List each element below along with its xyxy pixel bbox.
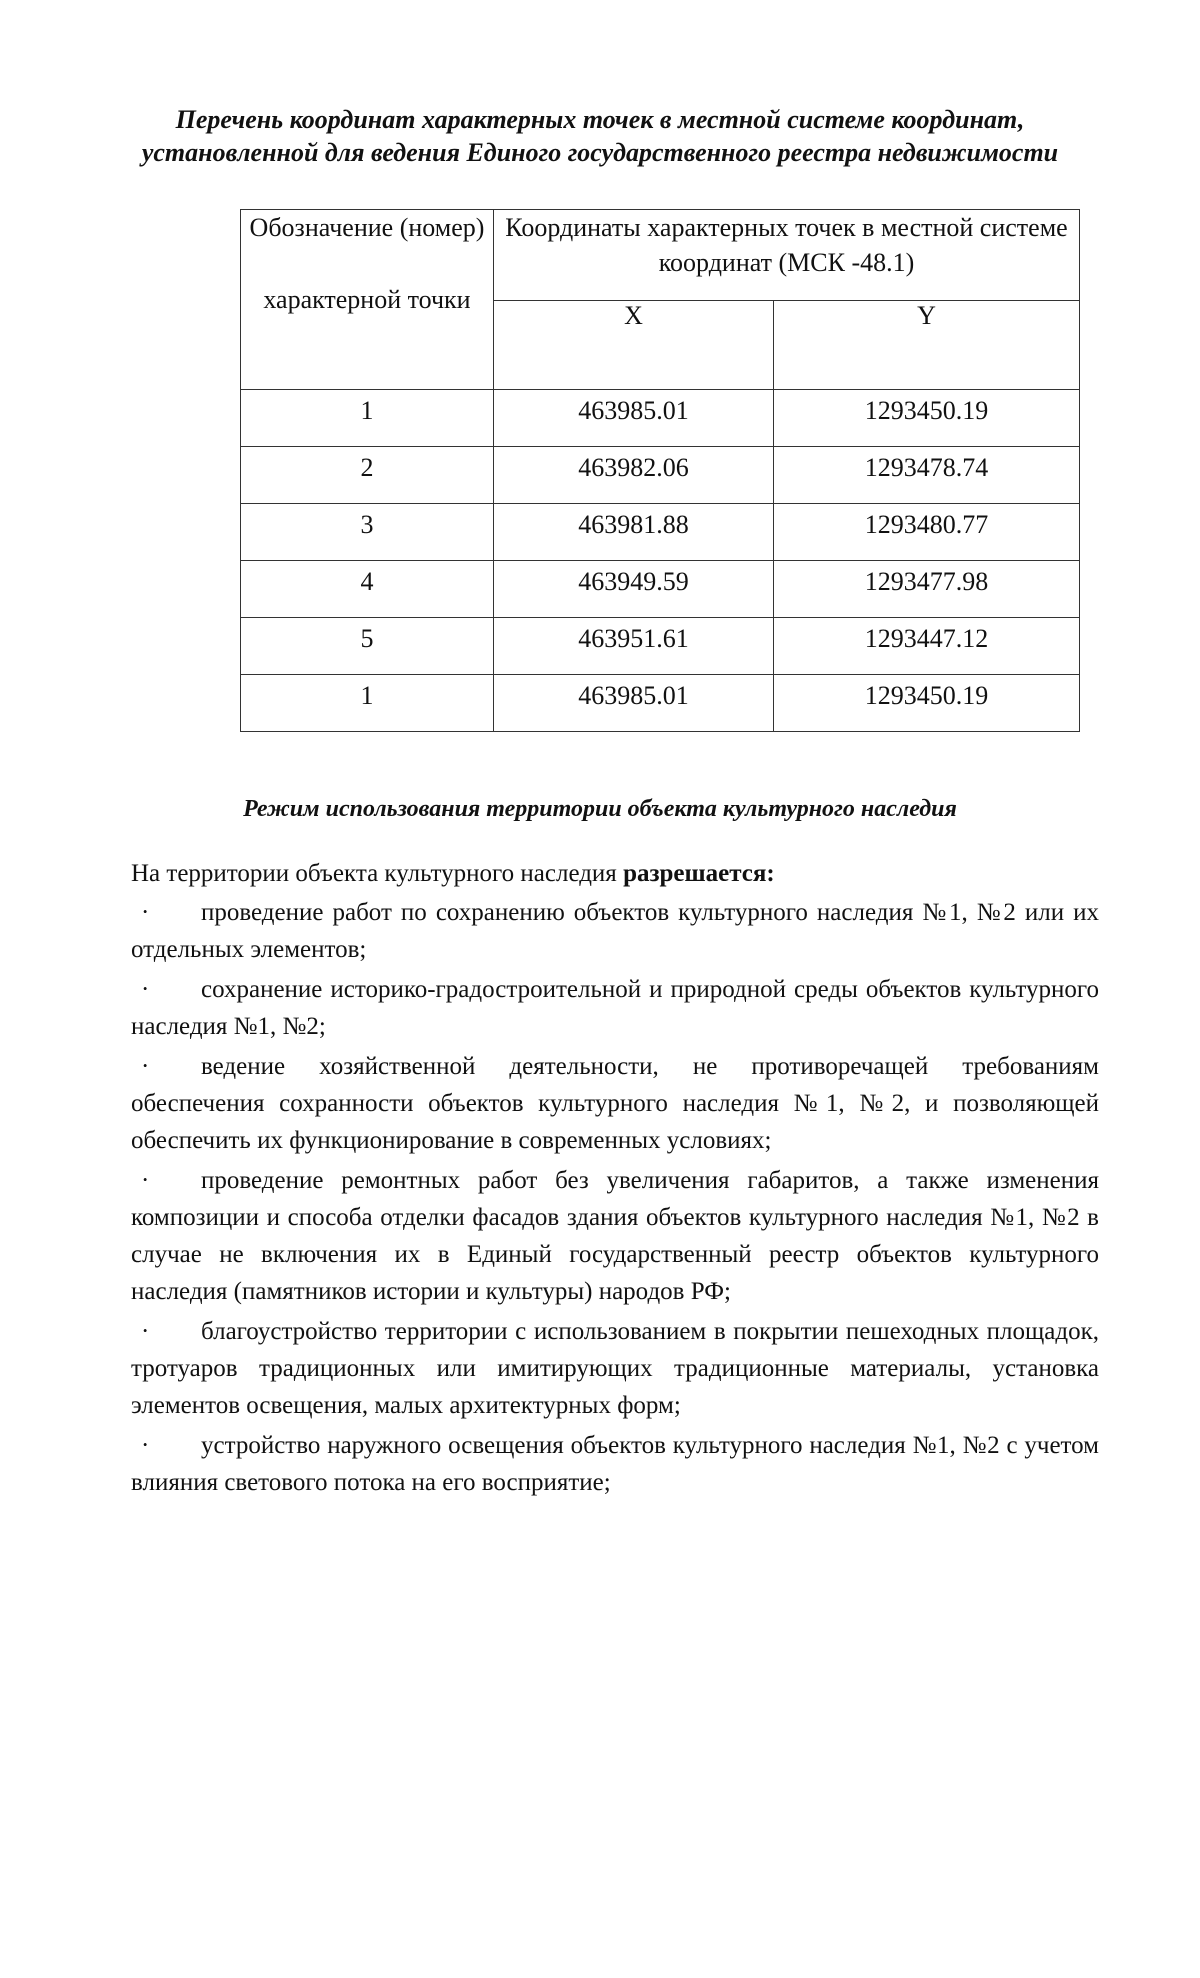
coord-y: 1293447.12 xyxy=(774,618,1080,675)
document-heading xyxy=(100,104,1100,169)
bullet-icon: · xyxy=(141,1318,150,1345)
coord-y: 1293450.19 xyxy=(774,390,1080,447)
coord-x: 463985.01 xyxy=(494,675,774,732)
header-coordinates: Координаты характерных точек в местной системе координат (МСК -48.1) xyxy=(494,210,1080,301)
list-item xyxy=(131,1427,1099,1501)
intro-text: На территории объекта культурного наследия xyxy=(131,860,624,887)
point-number: 1 xyxy=(241,675,494,732)
bullet-icon: · xyxy=(141,899,150,926)
list-item xyxy=(131,1162,1099,1310)
header-designation-bottom: характерной точки xyxy=(263,285,471,315)
intro-paragraph xyxy=(131,855,1099,892)
list-item-text: проведение ремонтных работ без увеличения габаритов, а также изменения композиции и способа отделки фасадов здания объектов культурного наследия №1, №2 в случае не включения их в Единый государственный реестр объектов культурного наследия (памятников истории и культуры) народов РФ; xyxy=(131,1167,1099,1305)
coord-y: 1293480.77 xyxy=(774,504,1080,561)
table-row xyxy=(241,675,1080,732)
coord-x: 463951.61 xyxy=(494,618,774,675)
header-x: X xyxy=(494,301,774,390)
list-item-text: ведение хозяйственной деятельности, не противоречащей требованиям обеспечения сохранности объектов культурного наследия №1, №2, и позволяющей обеспечить их функционирование в современных условиях; xyxy=(131,1053,1099,1154)
list-item-text: устройство наружного освещения объектов культурного наследия №1, №2 с учетом влияния светового потока на его восприятие; xyxy=(131,1432,1099,1496)
coord-y: 1293477.98 xyxy=(774,561,1080,618)
coord-x: 463982.06 xyxy=(494,447,774,504)
header-designation-top: Обозначение (номер) xyxy=(249,213,485,242)
bullet-icon: · xyxy=(141,1432,150,1459)
table-row xyxy=(241,390,1080,447)
header-designation xyxy=(241,210,494,390)
point-number: 1 xyxy=(241,390,494,447)
point-number: 2 xyxy=(241,447,494,504)
list-item xyxy=(131,894,1099,968)
header-y: Y xyxy=(774,301,1080,390)
table-row xyxy=(241,504,1080,561)
point-number: 3 xyxy=(241,504,494,561)
list-item xyxy=(131,1048,1099,1159)
permitted-list xyxy=(131,894,1099,1504)
list-item-text: сохранение историко-градостроительной и природной среды объектов культурного наследия №1, №2; xyxy=(131,976,1099,1040)
point-number: 5 xyxy=(241,618,494,675)
coord-x: 463949.59 xyxy=(494,561,774,618)
coordinates-table xyxy=(240,209,1080,732)
table-row xyxy=(241,447,1080,504)
coord-y: 1293450.19 xyxy=(774,675,1080,732)
bullet-icon: · xyxy=(141,1053,150,1080)
list-item-text: проведение работ по сохранению объектов культурного наследия №1, №2 или их отдельных элементов; xyxy=(131,899,1099,963)
coord-y: 1293478.74 xyxy=(774,447,1080,504)
section-title: Режим использования территории объекта культурного наследия xyxy=(243,796,957,822)
table-row xyxy=(241,618,1080,675)
bullet-icon: · xyxy=(141,1167,150,1194)
list-item xyxy=(131,971,1099,1045)
heading-line-2: установленной для ведения Единого государственного реестра недвижимости xyxy=(141,137,1059,167)
intro-bold: разрешается: xyxy=(623,860,775,887)
coord-x: 463981.88 xyxy=(494,504,774,561)
heading-line-1: Перечень координат характерных точек в местной системе координат, xyxy=(175,105,1025,134)
list-item-text: благоустройство территории с использованием в покрытии пешеходных площадок, тротуаров традиционных или имитирующих традиционные материалы, установка элементов освещения, малых архитектурных форм; xyxy=(131,1318,1099,1419)
point-number: 4 xyxy=(241,561,494,618)
bullet-icon: · xyxy=(141,976,150,1003)
list-item xyxy=(131,1313,1099,1424)
coord-x: 463985.01 xyxy=(494,390,774,447)
table-row xyxy=(241,561,1080,618)
